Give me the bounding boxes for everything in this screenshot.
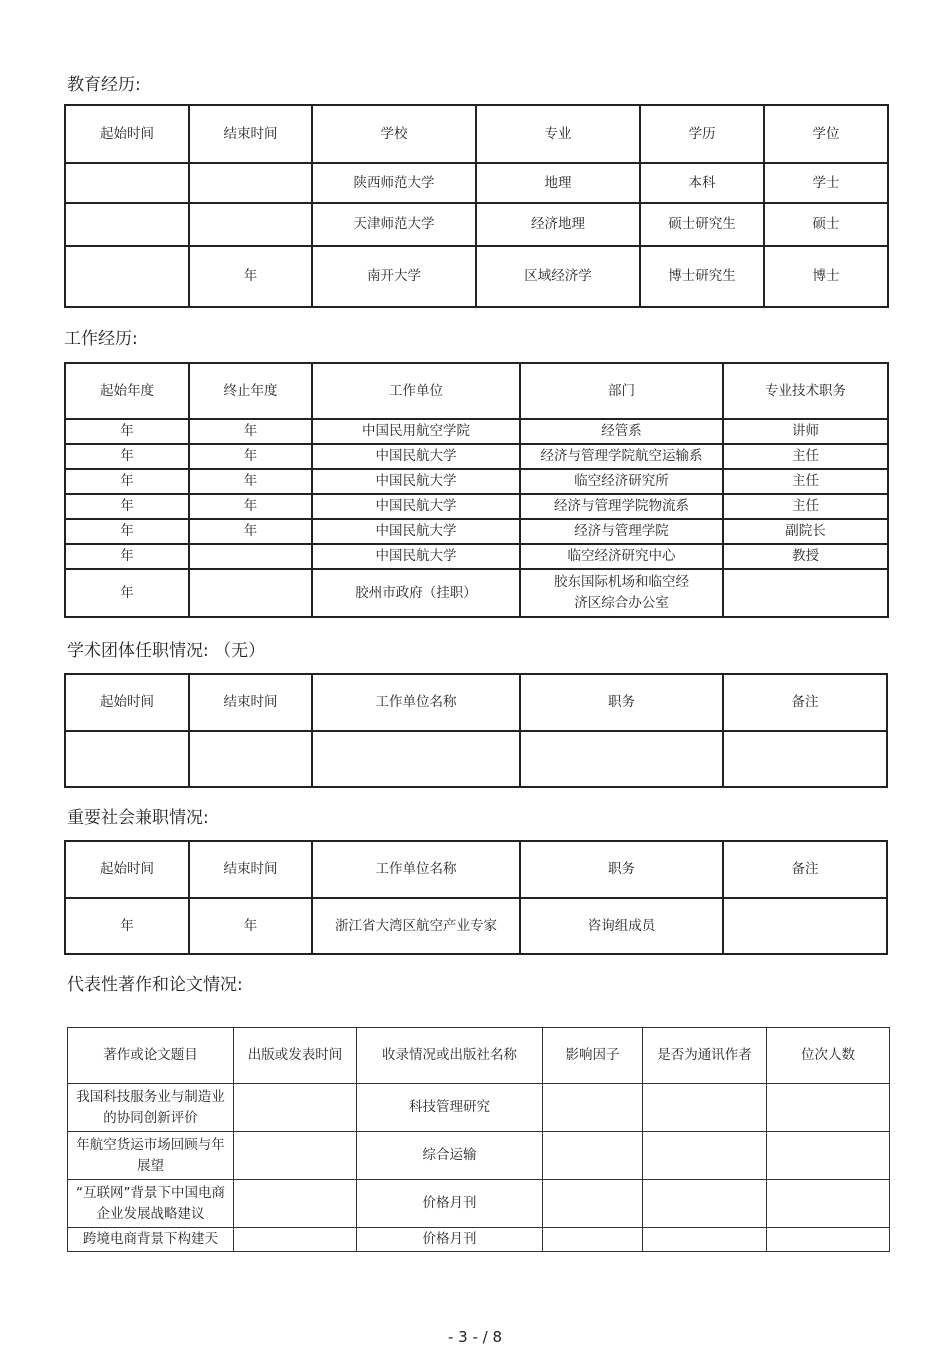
table-cell: 主任 <box>723 469 888 494</box>
table-cell: 年 <box>65 519 189 544</box>
table-cell: 南开大学 <box>312 246 476 307</box>
table-cell <box>723 731 887 787</box>
table-row <box>65 203 888 246</box>
table-cell: 博士研究生 <box>640 246 764 307</box>
page-number: - 3 - / 8 <box>447 1328 503 1346</box>
table-cell <box>767 1180 890 1228</box>
header-cell: 工作单位名称 <box>312 841 520 898</box>
table-row <box>68 1132 890 1180</box>
table-cell <box>723 569 888 617</box>
table-cell: 主任 <box>723 494 888 519</box>
table-cell: 年 <box>189 419 312 444</box>
table-cell: 价格月刊 <box>357 1228 543 1252</box>
table-cell: 经济与管理学院 <box>520 519 723 544</box>
table-cell <box>65 246 189 307</box>
papers-heading: 代表性著作和论文情况: <box>67 975 243 995</box>
table-cell <box>543 1228 643 1252</box>
table-row <box>65 731 887 787</box>
table-cell <box>189 163 312 203</box>
header-cell: 著作或论文题目 <box>68 1028 234 1084</box>
table-row <box>65 569 888 617</box>
header-cell: 是否为通讯作者 <box>643 1028 767 1084</box>
table-cell: 中国民航大学 <box>312 494 520 519</box>
table-cell: 年 <box>65 444 189 469</box>
table-cell: 硕士研究生 <box>640 203 764 246</box>
table-cell: 天津师范大学 <box>312 203 476 246</box>
header-cell: 起始时间 <box>65 841 189 898</box>
table-cell: 浙江省大湾区航空产业专家 <box>312 898 520 954</box>
table-cell: 中国民航大学 <box>312 544 520 569</box>
table-cell: 年 <box>189 519 312 544</box>
header-cell: 结束时间 <box>189 674 312 731</box>
table-cell: 综合运输 <box>357 1132 543 1180</box>
header-cell: 位次人数 <box>767 1028 890 1084</box>
table-cell <box>543 1084 643 1132</box>
table-cell <box>643 1180 767 1228</box>
table-cell: 经济与管理学院物流系 <box>520 494 723 519</box>
header-cell: 部门 <box>520 363 723 419</box>
header-cell: 结束时间 <box>189 841 312 898</box>
table-cell: 年 <box>189 898 312 954</box>
header-cell: 收录情况或出版社名称 <box>357 1028 543 1084</box>
table-cell: 年 <box>189 494 312 519</box>
table-cell: 咨询组成员 <box>520 898 723 954</box>
table-cell: 教授 <box>723 544 888 569</box>
table-cell: 年 <box>65 544 189 569</box>
table-cell: 本科 <box>640 163 764 203</box>
table-cell: 副院长 <box>723 519 888 544</box>
header-cell: 起始年度 <box>65 363 189 419</box>
table-cell: 年 <box>65 419 189 444</box>
table-row <box>65 163 888 203</box>
table-cell: 年 <box>65 569 189 617</box>
table-cell <box>767 1132 890 1180</box>
table-cell: 年 <box>65 494 189 519</box>
table-cell <box>189 544 312 569</box>
header-cell: 工作单位 <box>312 363 520 419</box>
table-cell: “互联网”背景下中国电商企业发展战略建议 <box>68 1180 234 1228</box>
table-cell: 经济与管理学院航空运输系 <box>520 444 723 469</box>
table-cell: 博士 <box>764 246 888 307</box>
table-cell <box>234 1132 357 1180</box>
table-cell: 年 <box>189 444 312 469</box>
header-cell: 学校 <box>312 105 476 163</box>
table-cell <box>767 1084 890 1132</box>
table-header-row <box>68 1028 890 1084</box>
table-cell: 科技管理研究 <box>357 1084 543 1132</box>
header-cell: 结束时间 <box>189 105 312 163</box>
header-cell: 备注 <box>723 841 887 898</box>
table-row <box>65 469 888 494</box>
table-cell: 我国科技服务业与制造业的协同创新评价 <box>68 1084 234 1132</box>
table-row <box>68 1228 890 1252</box>
table-cell <box>543 1180 643 1228</box>
education-heading: 教育经历: <box>67 75 141 95</box>
header-cell: 专业技术职务 <box>723 363 888 419</box>
table-cell <box>189 731 312 787</box>
table-cell <box>65 163 189 203</box>
table-header-row <box>65 674 887 731</box>
table-row <box>65 246 888 307</box>
table-cell: 跨境电商背景下构建天 <box>68 1228 234 1252</box>
header-cell: 专业 <box>476 105 640 163</box>
header-cell: 备注 <box>723 674 887 731</box>
academic-table <box>64 673 888 788</box>
table-cell: 临空经济研究所 <box>520 469 723 494</box>
table-cell: 学士 <box>764 163 888 203</box>
header-cell: 学历 <box>640 105 764 163</box>
table-cell <box>643 1228 767 1252</box>
table-row <box>65 494 888 519</box>
table-cell <box>189 203 312 246</box>
table-cell: 年 <box>189 246 312 307</box>
table-cell: 主任 <box>723 444 888 469</box>
header-cell: 职务 <box>520 841 723 898</box>
table-cell: 价格月刊 <box>357 1180 543 1228</box>
header-cell: 起始时间 <box>65 674 189 731</box>
table-row <box>65 898 887 954</box>
table-cell: 讲师 <box>723 419 888 444</box>
header-cell: 学位 <box>764 105 888 163</box>
table-row <box>65 544 888 569</box>
table-cell: 区域经济学 <box>476 246 640 307</box>
header-cell: 职务 <box>520 674 723 731</box>
table-cell <box>643 1084 767 1132</box>
header-cell: 终止年度 <box>189 363 312 419</box>
work-table <box>64 362 889 618</box>
table-row <box>68 1084 890 1132</box>
work-heading: 工作经历: <box>64 329 138 349</box>
table-cell <box>234 1084 357 1132</box>
table-cell <box>65 203 189 246</box>
table-cell: 中国民航大学 <box>312 444 520 469</box>
table-cell: 经济地理 <box>476 203 640 246</box>
table-row <box>65 419 888 444</box>
table-cell: 年 <box>65 898 189 954</box>
table-cell <box>234 1228 357 1252</box>
table-cell <box>767 1228 890 1252</box>
table-cell <box>234 1180 357 1228</box>
table-cell <box>520 731 723 787</box>
social-table <box>64 840 888 955</box>
table-cell <box>543 1132 643 1180</box>
table-cell: 经管系 <box>520 419 723 444</box>
table-cell: 年 <box>189 469 312 494</box>
table-cell <box>65 731 189 787</box>
table-header-row <box>65 841 887 898</box>
table-cell <box>723 898 887 954</box>
header-cell: 影响因子 <box>543 1028 643 1084</box>
header-cell: 起始时间 <box>65 105 189 163</box>
table-row <box>68 1180 890 1228</box>
social-heading: 重要社会兼职情况: <box>67 808 209 828</box>
table-cell: 中国民航大学 <box>312 519 520 544</box>
table-header-row <box>65 105 888 163</box>
table-cell: 年航空货运市场回顾与年展望 <box>68 1132 234 1180</box>
education-table <box>64 104 889 308</box>
table-cell: 中国民用航空学院 <box>312 419 520 444</box>
papers-table <box>67 1027 890 1252</box>
table-cell <box>189 569 312 617</box>
table-cell: 胶州市政府（挂职） <box>312 569 520 617</box>
table-row <box>65 444 888 469</box>
table-header-row <box>65 363 888 419</box>
table-cell: 陕西师范大学 <box>312 163 476 203</box>
table-cell: 硕士 <box>764 203 888 246</box>
table-cell: 地理 <box>476 163 640 203</box>
table-cell <box>312 731 520 787</box>
table-cell: 中国民航大学 <box>312 469 520 494</box>
table-cell: 胶东国际机场和临空经济区综合办公室 <box>520 569 723 617</box>
table-row <box>65 519 888 544</box>
table-cell <box>643 1132 767 1180</box>
table-cell: 年 <box>65 469 189 494</box>
header-cell: 工作单位名称 <box>312 674 520 731</box>
header-cell: 出版或发表时间 <box>234 1028 357 1084</box>
academic-heading: 学术团体任职情况: （无） <box>67 641 266 661</box>
table-cell: 临空经济研究中心 <box>520 544 723 569</box>
